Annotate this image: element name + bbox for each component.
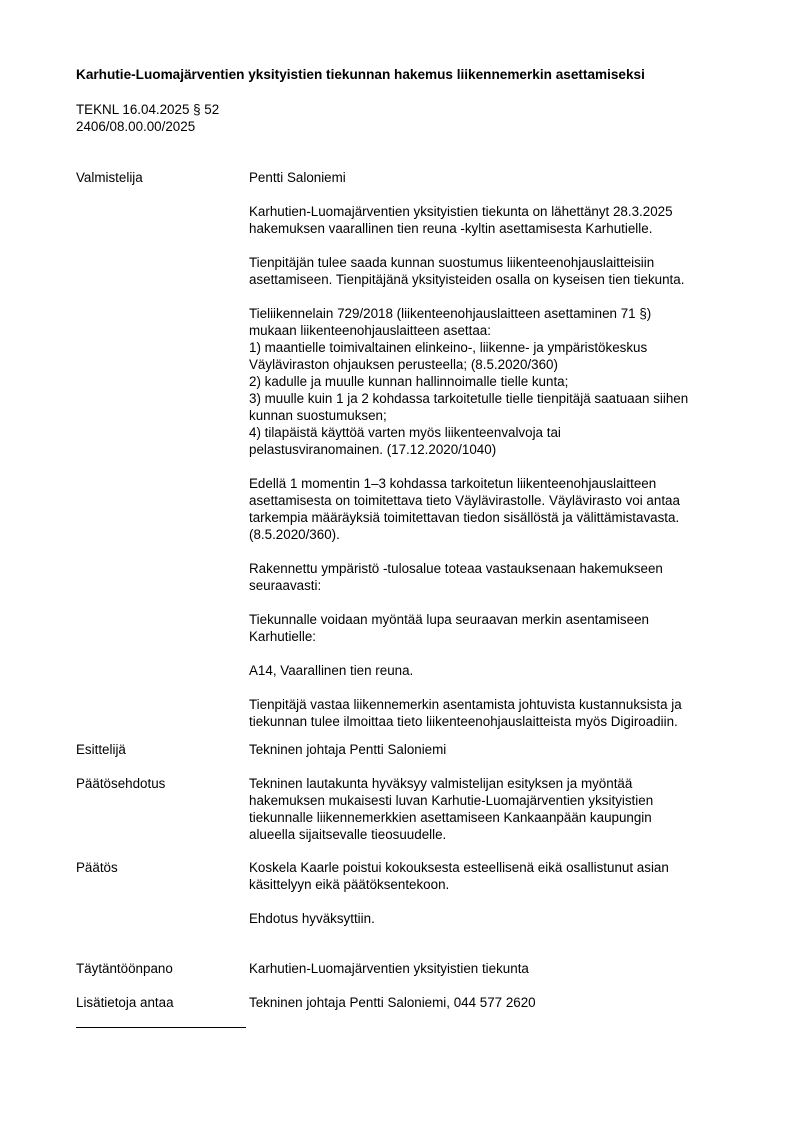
paragraph-application: Karhutien-Luomajärventien yksityistien tiekunta on lähettänyt 28.3.2025 hakemuksen vaarallinen tien reuna -kyltin asettamisesta Karhutielle.: [249, 204, 673, 236]
paatos-label: Päätös: [76, 860, 118, 875]
valmistelija-label: Valmistelija: [76, 170, 143, 185]
valmistelija-content: [249, 169, 737, 730]
lisatietoja-content: Tekninen johtaja Pentti Saloniemi, 044 577 2620: [249, 995, 536, 1010]
paragraph-decision: Ehdotus hyväksyttiin.: [249, 911, 375, 926]
record-number: 2406/08.00.00/2025: [76, 119, 196, 134]
esittelija-label: Esittelijä: [76, 742, 126, 757]
lisatietoja-label: Lisätietoja antaa: [76, 995, 174, 1010]
document-title: Karhutie-Luomajärventien yksityistien tiekunnan hakemus liikennemerkin asettamiseksi: [76, 67, 645, 82]
paragraph-consent: Tienpitäjän tulee saada kunnan suostumus liikenteenohjauslaitteisiin asettamiseen. Tienpitäjänä yksityisteiden osalla on kyseisen tien tiekunta.: [249, 255, 685, 287]
paragraph-disqualification: Koskela Kaarle poistui kokouksesta esteellisenä eikä osallistunut asian käsittelyyn eikä päätöksentekoon.: [249, 860, 669, 892]
paragraph-costs: Tienpitäjä vastaa liikennemerkin asentamista johtuvista kustannuksista ja tiekunnan tulee ilmoittaa tieto liikenteenohjauslaitteista myös Digiroadiin.: [249, 697, 682, 729]
paatosehdotus-label: Päätösehdotus: [76, 776, 166, 791]
paatosehdotus-content: Tekninen lautakunta hyväksyy valmistelijan esityksen ja myöntää hakemuksen mukaisesti luvan Karhutie-Luomajärventien yksityistien tiekunnalle liikennemerkkien asettamiseen Kankaanpään kaupungin alueella sijaitsevalle tieosuudelle.: [249, 776, 654, 842]
paragraph-law: Tieliikennelain 729/2018 (liikenteenohjauslaitteen asettaminen 71 §) mukaan liikenteenohjauslaitteen asettaa: 1) maantielle toimivaltainen elinkeino-, liikenne- ja ympäristökeskus Väyläviraston ohjauksen perusteella; (8.5.2020/360) 2) kadulle ja muulle kunnan hallinnoimalle tielle kunta; 3) muulle kuin 1 ja 2 kohdassa tarkoitetulle tielle tienpitäjä saatuaan siihen kunnan suostumuksen; 4) tilapäistä käyttöä varten myös liikenteenvalvoja tai pelastusviranomainen. (17.12.2020/1040): [249, 306, 689, 457]
paragraph-response: Rakennettu ympäristö -tulosalue toteaa vastauksenaan hakemukseen seuraavasti:: [249, 561, 663, 593]
taytantoonpano-label: Täytäntöönpano: [76, 961, 173, 976]
paragraph-sign: A14, Vaarallinen tien reuna.: [249, 663, 414, 678]
footer-rule: [76, 1027, 246, 1028]
taytantoonpano-content: Karhutien-Luomajärventien yksityistien tiekunta: [249, 961, 529, 976]
paragraph-permission: Tiekunnalle voidaan myöntää lupa seuraavan merkin asentamiseen Karhutielle:: [249, 612, 649, 644]
paragraph-notification: Edellä 1 momentin 1–3 kohdassa tarkoitetun liikenteenohjauslaitteen asettamisesta on toimitettava tieto Väylävirastolle. Väylävirasto voi antaa tarkempia määräyksiä toimitettavan tiedon sisällöstä ja välittämistavasta. (8.5.2020/360).: [249, 476, 680, 542]
paatos-content: [249, 859, 737, 927]
esittelija-content: Tekninen johtaja Pentti Saloniemi: [249, 742, 447, 757]
preparer-name: Pentti Saloniemi: [249, 170, 346, 185]
reference-number: TEKNL 16.04.2025 § 52: [76, 102, 220, 117]
